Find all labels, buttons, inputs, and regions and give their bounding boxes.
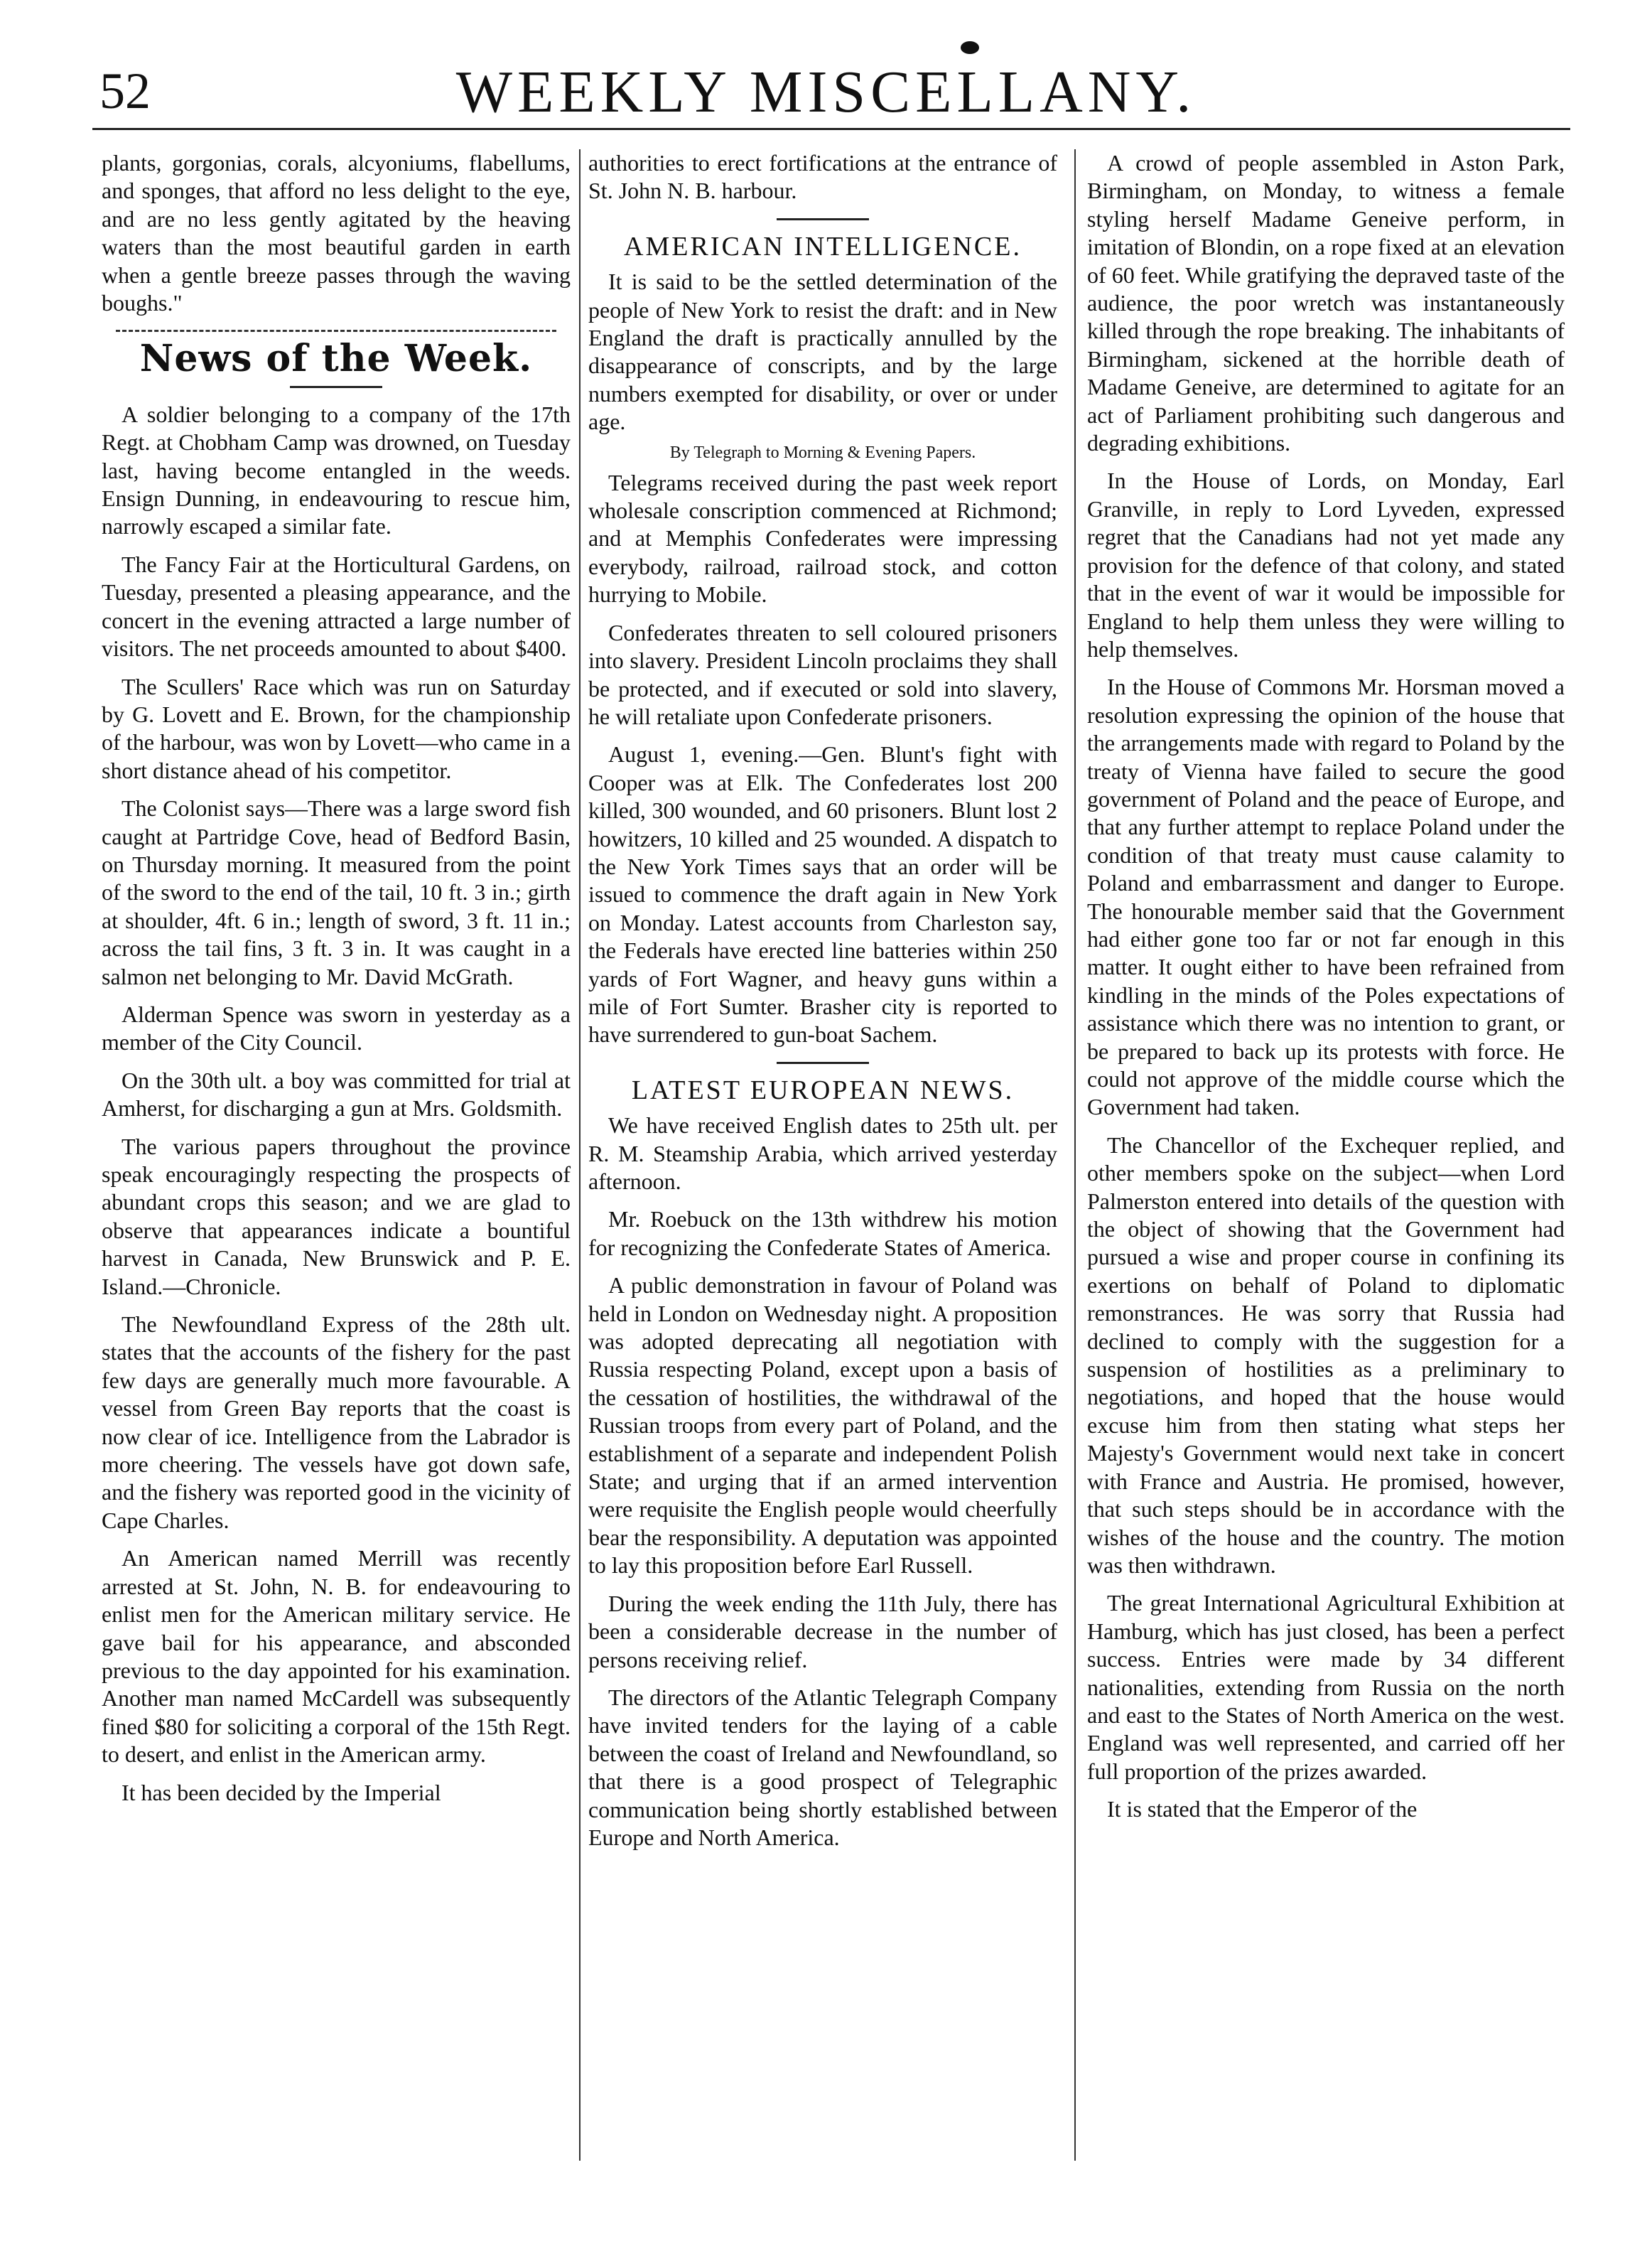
news-paragraph: The great International Agricultural Exhibition at Hamburg, which has just closed, has been a perfect success. Entries were made by 34 different nationalities, extending from Russia on the north and east to the States of North America on the west. England was well represented, and carried off her full proportion of the prizes awarded. [1087, 1590, 1565, 1784]
ornament-mark [961, 41, 979, 54]
column-divider [1074, 149, 1076, 2161]
continued-paragraph: authorities to erect fortifications at the entrance of St. John N. B. harbour. [588, 150, 1057, 204]
title-rule [290, 386, 382, 388]
section-title-latest-european-news: LATEST EUROPEAN NEWS. [631, 1075, 1015, 1105]
news-paragraph: It is said to be the settled determination of the people of New York to resist the draft: and in New England the draft is practically annulled by the disappearance of conscripts, and by the large numbers exempted for disability, or over or under age. [588, 269, 1057, 435]
news-paragraph: The Chancellor of the Exchequer replied, and other members spoke on the subject—when Lord Palmerston entered into details of the question with the object of showing that the Government had pursued a wise and proper course in confining its exertions on behalf of Poland to diplomatic remonstrances. He was sorry that Russia had declined to comply with the suggestion for a suspension of hostilities as a preliminary to negotiations, and hoped that the house would excuse him from then stating what steps her Majesty's Government would next take in concert with France and Austria. He promised, however, that such steps should be in accordance with the wishes of the house and the country. The motion was then withdrawn. [1087, 1132, 1565, 1578]
section-divider [777, 1062, 869, 1064]
news-paragraph: Mr. Roebuck on the 13th withdrew his motion for recognizing the Confederate States of America. [588, 1206, 1057, 1260]
news-paragraph: A crowd of people assembled in Aston Park, Birmingham, on Monday, to witness a female styling herself Madame Geneive perform, in imitation of Blondin, on a rope fixed at an elevation of 60 feet. While gratifying the depraved taste of the audience, the poor wretch was instantaneously killed through the rope breaking. The inhabitants of Birmingham, sickened at the horrible death of Madame Geneive, are determined to agitate for an act of Parliament prohibiting such dangerous and degrading exhibitions. [1087, 150, 1565, 456]
news-paragraph: During the week ending the 11th July, there has been a considerable decrease in the number of persons receiving relief. [588, 1590, 1057, 1672]
section-divider [777, 218, 869, 220]
news-paragraph: In the House of Lords, on Monday, Earl Granville, in reply to Lord Lyveden, expressed regret that the Canadians had not yet made any provision for the defence of that colony, and stated that in the event of war it would be impossible for England to help them unless they were willing to help themselves. [1087, 468, 1565, 662]
continued-paragraph: plants, gorgonias, corals, alcyoniums, flabellums, and sponges, that afford no less delight to the eye, and are no less gently agitated by the heaving waters than the most beautiful garden in earth when a gentle breeze passes through the waving boughs." [102, 150, 571, 316]
news-paragraph: An American named Merrill was recently arrested at St. John, N. B. for endeavouring to enlist men for the American military service. He gave bail for his appearance, and absconded previous to the day appointed for his examination. Another man named McCardell was subsequently fined $80 for soliciting a corporal of the 15th Regt. to desert, and enlist in the American army. [102, 1545, 571, 1768]
news-paragraph: We have received English dates to 25th ult. per R. M. Steamship Arabia, which arrived yesterday afternoon. [588, 1112, 1057, 1194]
news-paragraph: The Scullers' Race which was run on Saturday by G. Lovett and E. Brown, for the championship of the harbour, was won by Lovett—who came in a short distance ahead of his competitor. [102, 673, 571, 783]
news-paragraph: Telegrams received during the past week report wholesale conscription commenced at Richmond; and at Memphis Confederates were impressing everybody, railroad, railroad stock, and cotton hurrying to Mobile. [588, 469, 1057, 608]
news-paragraph: The directors of the Atlantic Telegraph Company have invited tenders for the laying of a cable between the coast of Ireland and Newfoundland, so that there is a good prospect of Telegraphic communication being shortly established between Europe and North America. [588, 1684, 1057, 1850]
news-paragraph: The Newfoundland Express of the 28th ult. states that the accounts of the fishery for the past few days are generally much more favourable. A vessel from Green Bay reports that the coast is now clear of ice. Intelligence from the Labrador is more cheering. The vessels have got down safe, and the fishery was reported good in the vicinity of Cape Charles. [102, 1311, 571, 1533]
section-divider [116, 330, 556, 332]
news-paragraph: It is stated that the Emperor of the [1107, 1796, 1418, 1822]
column-3 [1087, 149, 1565, 1824]
news-paragraph: On the 30th ult. a boy was committed for trial at Amherst, for discharging a gun at Mrs. Goldsmith. [102, 1067, 571, 1122]
news-paragraph: The Fancy Fair at the Horticultural Gardens, on Tuesday, presented a pleasing appearance, and the concert in the evening attracted a large number of visitors. The net proceeds amounted to about $400. [102, 551, 571, 662]
telegraph-subhead: By Telegraph to Morning & Evening Papers. [669, 443, 976, 462]
news-paragraph: Confederates threaten to sell coloured prisoners into slavery. President Lincoln proclaims they shall be protected, and if executed or sold into slavery, he will retaliate upon Confederate prisoners. [588, 619, 1057, 729]
header-rule [92, 128, 1570, 130]
column-1 [102, 149, 571, 1807]
news-paragraph: It has been decided by the Imperial [122, 1779, 441, 1805]
column-divider [579, 149, 581, 2161]
section-title-news-of-the-week: News of the Week. [139, 337, 533, 381]
news-paragraph: August 1, evening.—Gen. Blunt's fight with Cooper was at Elk. The Confederates lost 200 killed, 300 wounded, and 60 prisoners. Blunt lost 2 howitzers, 10 killed and 25 wounded. A dispatch to the New York Times says that an order will be issued to commence the draft again in New York on Monday. Latest accounts from Charleston say, the Federals have erected line batteries within 250 yards of Fort Wagner, and heavy guns within a mile of Fort Sumter. Brasher city is reported to have surrendered to gun-boat Sachem. [588, 741, 1057, 1048]
news-paragraph: The Colonist says—There was a large sword fish caught at Partridge Cove, head of Bedford Basin, on Thursday morning. It measured from the point of the sword to the end of the tail, 10 ft. 3 in.; girth at shoulder, 4ft. 6 in.; length of sword, 3 ft. 11 in.; across the tail fins, 3 ft. 3 in. It was caught in a salmon net belonging to Mr. David McGrath. [102, 795, 571, 989]
news-paragraph: The various papers throughout the province speak encouragingly respecting the prospects of abundant crops this season; and we are glad to observe that appearances indicate a bountiful harvest in Canada, New Brunswick and P. E. Island.—Chronicle. [102, 1133, 571, 1299]
newspaper-title: WEEKLY MISCELLANY. [455, 59, 1197, 125]
news-paragraph: Alderman Spence was sworn in yesterday as a member of the City Council. [102, 1001, 571, 1055]
masthead [0, 0, 1652, 139]
news-paragraph: In the House of Commons Mr. Horsman moved a resolution expressing the opinion of the house that the arrangements made with regard to Poland by the treaty of Vienna have failed to secure the good government of Poland and the peace of Europe, and that any further attempt to replace Poland under the condition of that treaty must cause calamity to Poland and embarrassment and danger to Europe. The honourable member said that the Government had either gone too far or not far enough in this matter. It ought either to have been refrained from kindling in the minds of the Poles expectations of assistance which there was no intention to grant, or be prepared to back up its protests with force. He could not approve of the middle course which the Government had taken. [1087, 674, 1565, 1120]
news-paragraph: A soldier belonging to a company of the 17th Regt. at Chobham Camp was drowned, on Tuesday last, having become entangled in the weeds. Ensign Dunning, in endeavouring to rescue him, narrowly escaped a similar fate. [102, 401, 571, 539]
section-title-american-intelligence: AMERICAN INTELLIGENCE. [624, 231, 1022, 262]
column-2 [588, 149, 1057, 1852]
page-number: 52 [99, 63, 151, 119]
news-paragraph: A public demonstration in favour of Poland was held in London on Wednesday night. A proposition was adopted deprecating all negotiation with Russia respecting Poland, except upon a basis of the cessation of hostilities, the withdrawal of the Russian troops from every part of Poland, and the establishment of a separate and independent Polish State; and urging that if an armed intervention were requisite the English people would cheerfully bear the responsibility. A deputation was appointed to lay this proposition before Earl Russell. [588, 1272, 1057, 1579]
